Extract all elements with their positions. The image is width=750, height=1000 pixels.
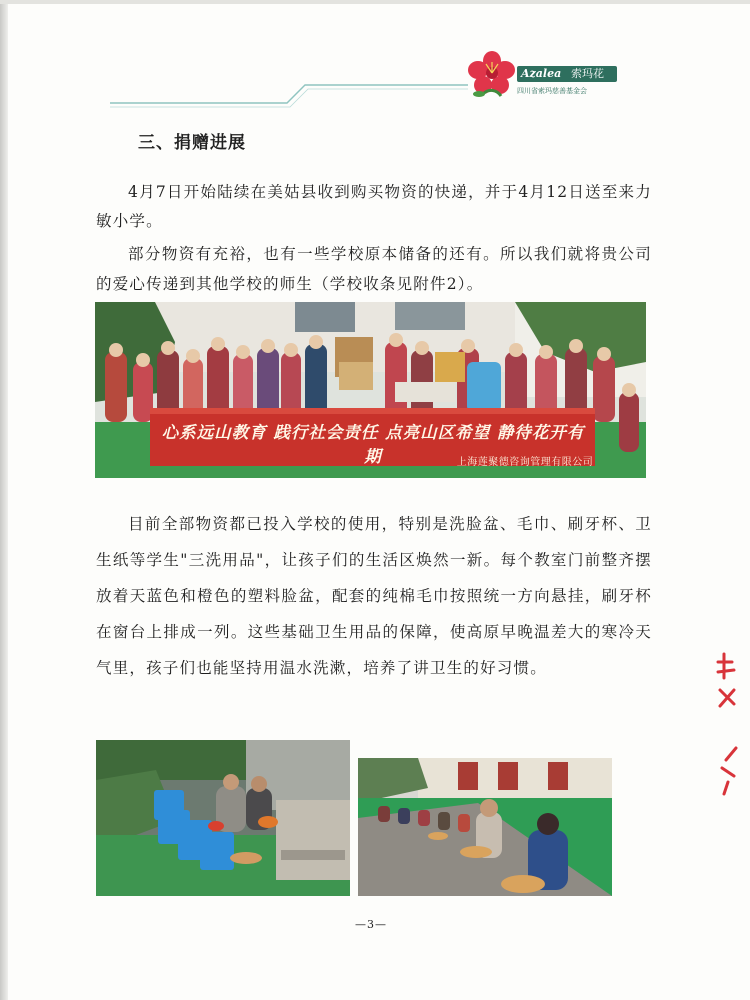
paragraph-surplus xyxy=(96,239,652,299)
photo-washing-basins xyxy=(96,740,350,896)
basins-photo-illustration xyxy=(96,740,350,896)
header-rule xyxy=(0,52,750,112)
page-edge-shadow xyxy=(0,0,8,1000)
azalea-flower-icon xyxy=(467,50,517,100)
paragraph-surplus-text: 部分物资有充裕，也有一些学校原本储备的还有。所以我们就将贵公司的爱心传递到其他学校的师生（学校收条见附件2）。 xyxy=(96,245,652,293)
banner-company: 上海莲聚德咨询管理有限公司 xyxy=(456,457,594,468)
foundation-logo xyxy=(463,48,623,102)
group-photo-with-banner xyxy=(95,302,646,478)
seal-stamp-fragment xyxy=(712,650,742,800)
photo-children-washing xyxy=(358,758,612,896)
banner-slogan: 心系远山教育 践行社会责任 点亮山区希望 静待花开有期 xyxy=(161,423,585,466)
section-heading: 三、捐赠进展 xyxy=(138,133,246,153)
paragraph-delivery xyxy=(96,178,652,236)
children-photo-illustration xyxy=(358,758,612,896)
paragraph-usage xyxy=(96,506,652,686)
paragraph-usage-text: 目前全部物资都已投入学校的使用，特别是洗脸盆、毛巾、刷牙杯、卫生纸等学生"三洗用品"，让孩子们的生活区焕然一新。每个教室门前整齐摆放着天蓝色和橙色的塑料脸盆，配套的纯棉毛巾按照统一方向悬挂，刷牙杯在窗台上排成一列。这些基础卫生用品的保障，使高原早晚温差大的寒冷天气里，孩子们也能坚持用温水洗漱，培养了讲卫生的好习惯。 xyxy=(96,515,652,677)
paragraph-delivery-text: 4月7日开始陆续在美姑县收到购买物资的快递，并于4月12日送至来力敏小学。 xyxy=(96,183,652,230)
page-number: —3— xyxy=(355,918,387,931)
logo-chinese-name: 索玛花 xyxy=(571,67,604,80)
logo-foundation-name: 四川省索玛慈善基金会 xyxy=(517,87,587,95)
page-top-edge xyxy=(0,0,750,4)
logo-english-name: Azalea xyxy=(521,67,562,80)
